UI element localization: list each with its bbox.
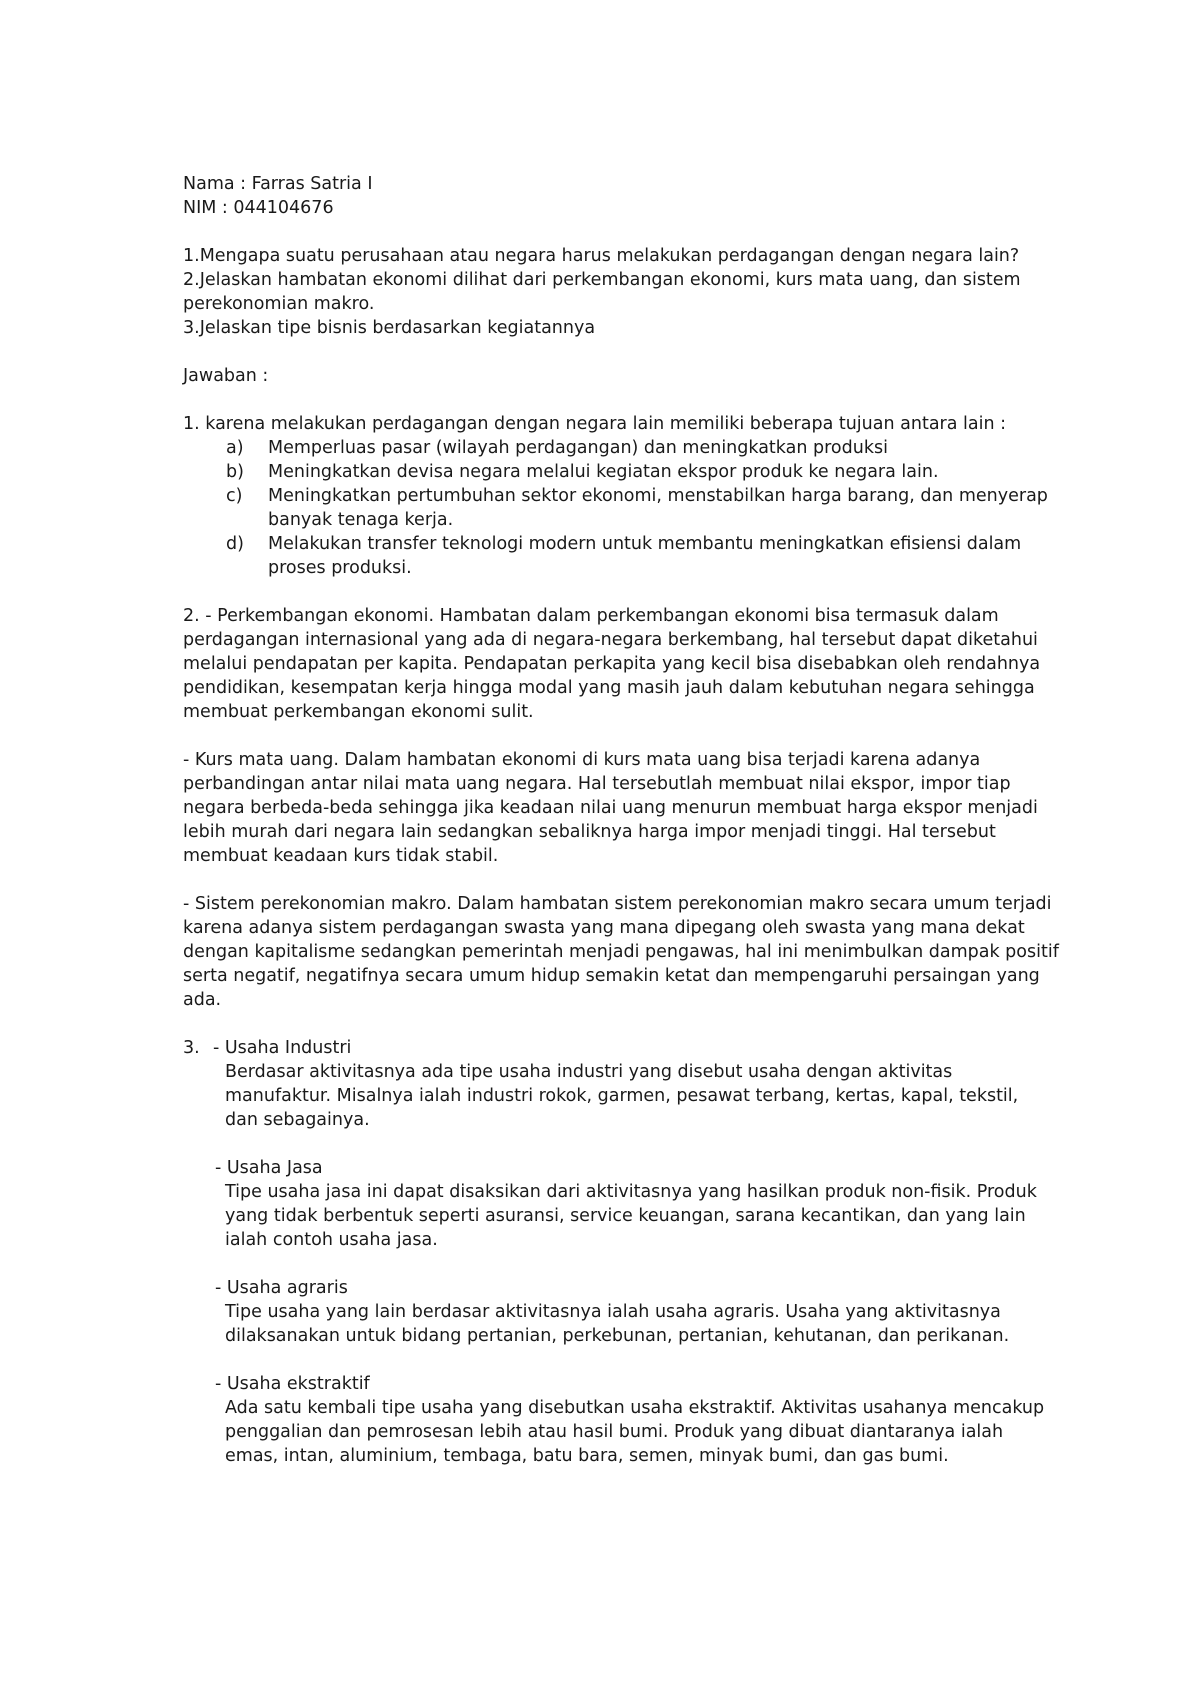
student-nim: NIM : 044104676 <box>183 198 334 218</box>
list-text: Meningkatkan devisa negara melalui kegiatan ekspor produk ke negara lain. <box>268 462 939 482</box>
list-marker: c) <box>226 486 243 506</box>
answer-3-heading <box>183 1036 1063 1060</box>
question-3: 3.Jelaskan tipe bisnis berdasarkan kegiatannya <box>183 318 596 338</box>
answer-1-intro: 1. karena melakukan perdagangan dengan negara lain memiliki beberapa tujuan antara lain : <box>183 414 1007 434</box>
list-text: Melakukan transfer teknologi modern untuk membantu meningkatkan efisiensi dalam proses produksi. <box>268 534 1022 578</box>
answer-2-macro-system: - Sistem perekonomian makro. Dalam hambatan sistem perekonomian makro secara umum terjadi karena adanya sistem perdagangan swasta yang mana dipegang oleh swasta yang mana dekat dengan kapitalisme sedangkan pemerintah menjadi pengawas, hal ini menimbulkan dampak positif serta negatif, negatifnya secara umum hidup semakin ketat dan mempengaruhi persaingan yang ada. <box>183 894 1059 1010</box>
business-type-body: Berdasar aktivitasnya ada tipe usaha industri yang disebut usaha dengan aktivitas manufaktur. Misalnya ialah industri rokok, garmen, pesawat terbang, kertas, kapal, tekstil, dan sebagainya. <box>225 1062 1019 1130</box>
answer-1-list <box>183 436 1063 580</box>
list-item <box>183 484 1063 532</box>
answer-2-exchange-rate: - Kurs mata uang. Dalam hambatan ekonomi di kurs mata uang bisa terjadi karena adanya perbandingan antar nilai mata uang negara. Hal tersebutlah membuat nilai ekspor, impor tiap negara berbeda-beda sehingga jika keadaan nilai uang menurun membuat harga ekspor menjadi lebih murah dari negara lain sedangkan sebaliknya harga impor menjadi tinggi. Hal tersebut membuat keadaan kurs tidak stabil. <box>183 750 1038 866</box>
business-type-title: - Usaha Jasa <box>215 1158 323 1178</box>
list-marker: a) <box>226 438 244 458</box>
business-type-body: Tipe usaha yang lain berdasar aktivitasnya ialah usaha agraris. Usaha yang aktivitasnya dilaksanakan untuk bidang pertanian, perkebunan, pertanian, kehutanan, dan perikanan. <box>225 1302 1010 1346</box>
question-2: 2.Jelaskan hambatan ekonomi dilihat dari perkembangan ekonomi, kurs mata uang, dan sistem perekonomian makro. <box>183 270 1021 314</box>
answer-3-number: 3. <box>183 1038 200 1058</box>
business-type-title: - Usaha agraris <box>215 1278 348 1298</box>
list-text: Memperluas pasar (wilayah perdagangan) dan meningkatkan produksi <box>268 438 888 458</box>
question-1: 1.Mengapa suatu perusahaan atau negara harus melakukan perdagangan dengan negara lain? <box>183 246 1020 266</box>
list-item <box>183 436 1063 460</box>
list-marker: d) <box>226 534 244 554</box>
document-page <box>183 172 1063 1468</box>
answers-label: Jawaban : <box>183 366 269 386</box>
business-type-title: - Usaha Industri <box>213 1038 352 1058</box>
answer-2-economic-development: 2. - Perkembangan ekonomi. Hambatan dalam perkembangan ekonomi bisa termasuk dalam perdagangan internasional yang ada di negara-negara berkembang, hal tersebut dapat diketahui melalui pendapatan per kapita. Pendapatan perkapita yang kecil bisa disebabkan oleh rendahnya pendidikan, kesempatan kerja hingga modal yang masih jauh dalam kebutuhan negara sehingga membuat perkembangan ekonomi sulit. <box>183 606 1041 722</box>
list-item <box>183 460 1063 484</box>
list-text: Meningkatkan pertumbuhan sektor ekonomi, menstabilkan harga barang, dan menyerap banyak tenaga kerja. <box>268 486 1048 530</box>
list-item <box>183 532 1063 580</box>
list-marker: b) <box>226 462 244 482</box>
student-name: Nama : Farras Satria I <box>183 174 373 194</box>
business-type-body: Ada satu kembali tipe usaha yang disebutkan usaha ekstraktif. Aktivitas usahanya mencakup penggalian dan pemrosesan lebih atau hasil bumi. Produk yang dibuat diantaranya ialah emas, intan, aluminium, tembaga, batu bara, semen, minyak bumi, dan gas bumi. <box>225 1398 1045 1466</box>
business-type-title: - Usaha ekstraktif <box>215 1374 370 1394</box>
business-type-body: Tipe usaha jasa ini dapat disaksikan dari aktivitasnya yang hasilkan produk non-fisik. Produk yang tidak berbentuk seperti asuransi, service keuangan, sarana kecantikan, dan yang lain ialah contoh usaha jasa. <box>225 1182 1037 1250</box>
